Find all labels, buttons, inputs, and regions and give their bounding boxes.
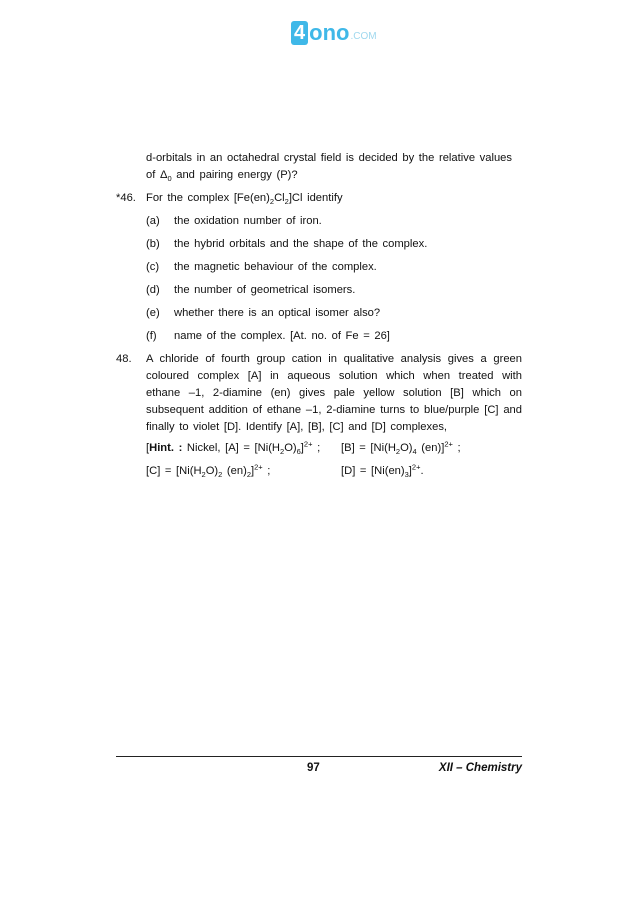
option-label: (e) bbox=[146, 307, 160, 319]
option-label: (d) bbox=[146, 284, 160, 296]
option-text: the magnetic behaviour of the complex. bbox=[174, 261, 377, 273]
question-number: 48. bbox=[116, 353, 132, 365]
question-text: A chloride of fourth group cation in qualitative analysis gives a green coloured complex [A] in aqueous solution which when treated with ethane –1, 2-diamine (en) gives pale yellow solution [B] which on subsequent addition of ethane –1, 2-diamine turns to blue/purple [C] and finally to violet [D]. Identify [A], [B], [C] and [D] complexes, bbox=[146, 353, 522, 433]
logo-domain: .COM bbox=[350, 30, 377, 42]
option-c bbox=[116, 259, 522, 276]
site-logo[interactable] bbox=[291, 20, 377, 46]
continued-question bbox=[116, 150, 522, 184]
footer-divider bbox=[116, 756, 522, 757]
logo-mark: 4 bbox=[291, 21, 308, 45]
hint-b: $[B] = [Ni(H_2O)_4$ (en)]$^{2+}$ ; bbox=[341, 439, 461, 457]
page-number: 97 bbox=[307, 762, 320, 774]
logo-wordmark: ono bbox=[309, 20, 350, 45]
option-d bbox=[116, 282, 522, 299]
option-a bbox=[116, 213, 522, 230]
option-b bbox=[116, 236, 522, 253]
question-48 bbox=[116, 351, 522, 480]
hint-d: $[D] = [Ni(en)_3]^{2+}$. bbox=[341, 462, 424, 480]
hint-row-1 bbox=[146, 440, 522, 457]
footer-title: XII – Chemistry bbox=[438, 762, 522, 774]
hint-c: $[C] = [Ni(H_2O)_2$ $(en)_2]^{2+}$ ; bbox=[146, 462, 271, 480]
hint-a: [Hint. : Nickel, $[A] = [Ni(H_2O)_6]^{2+}$ ; bbox=[146, 439, 321, 457]
option-label: (f) bbox=[146, 330, 157, 342]
option-e bbox=[116, 305, 522, 322]
option-label: (c) bbox=[146, 261, 160, 273]
option-text: the number of geometrical isomers. bbox=[174, 284, 356, 296]
option-label: (b) bbox=[146, 238, 160, 250]
option-text: name of the complex. [At. no. of Fe = 26] bbox=[174, 330, 390, 342]
question-number: *46. bbox=[116, 192, 136, 204]
hint-row-2 bbox=[146, 463, 522, 480]
option-text: whether there is an optical isomer also? bbox=[174, 307, 381, 319]
option-text: the oxidation number of iron. bbox=[174, 215, 322, 227]
continued-line-1: d-orbitals in an octahedral crystal field is decided by the relative values bbox=[146, 152, 512, 164]
option-f bbox=[116, 328, 522, 345]
question-46 bbox=[116, 190, 522, 207]
option-label: (a) bbox=[146, 215, 160, 227]
option-text: the hybrid orbitals and the shape of the complex. bbox=[174, 238, 428, 250]
page-content bbox=[116, 150, 522, 480]
question-text: For the complex $[Fe(en)_2Cl_2]Cl$ identify bbox=[146, 192, 343, 207]
continued-line-2: of $\Delta_0$ and pairing energy (P)? bbox=[146, 169, 298, 184]
